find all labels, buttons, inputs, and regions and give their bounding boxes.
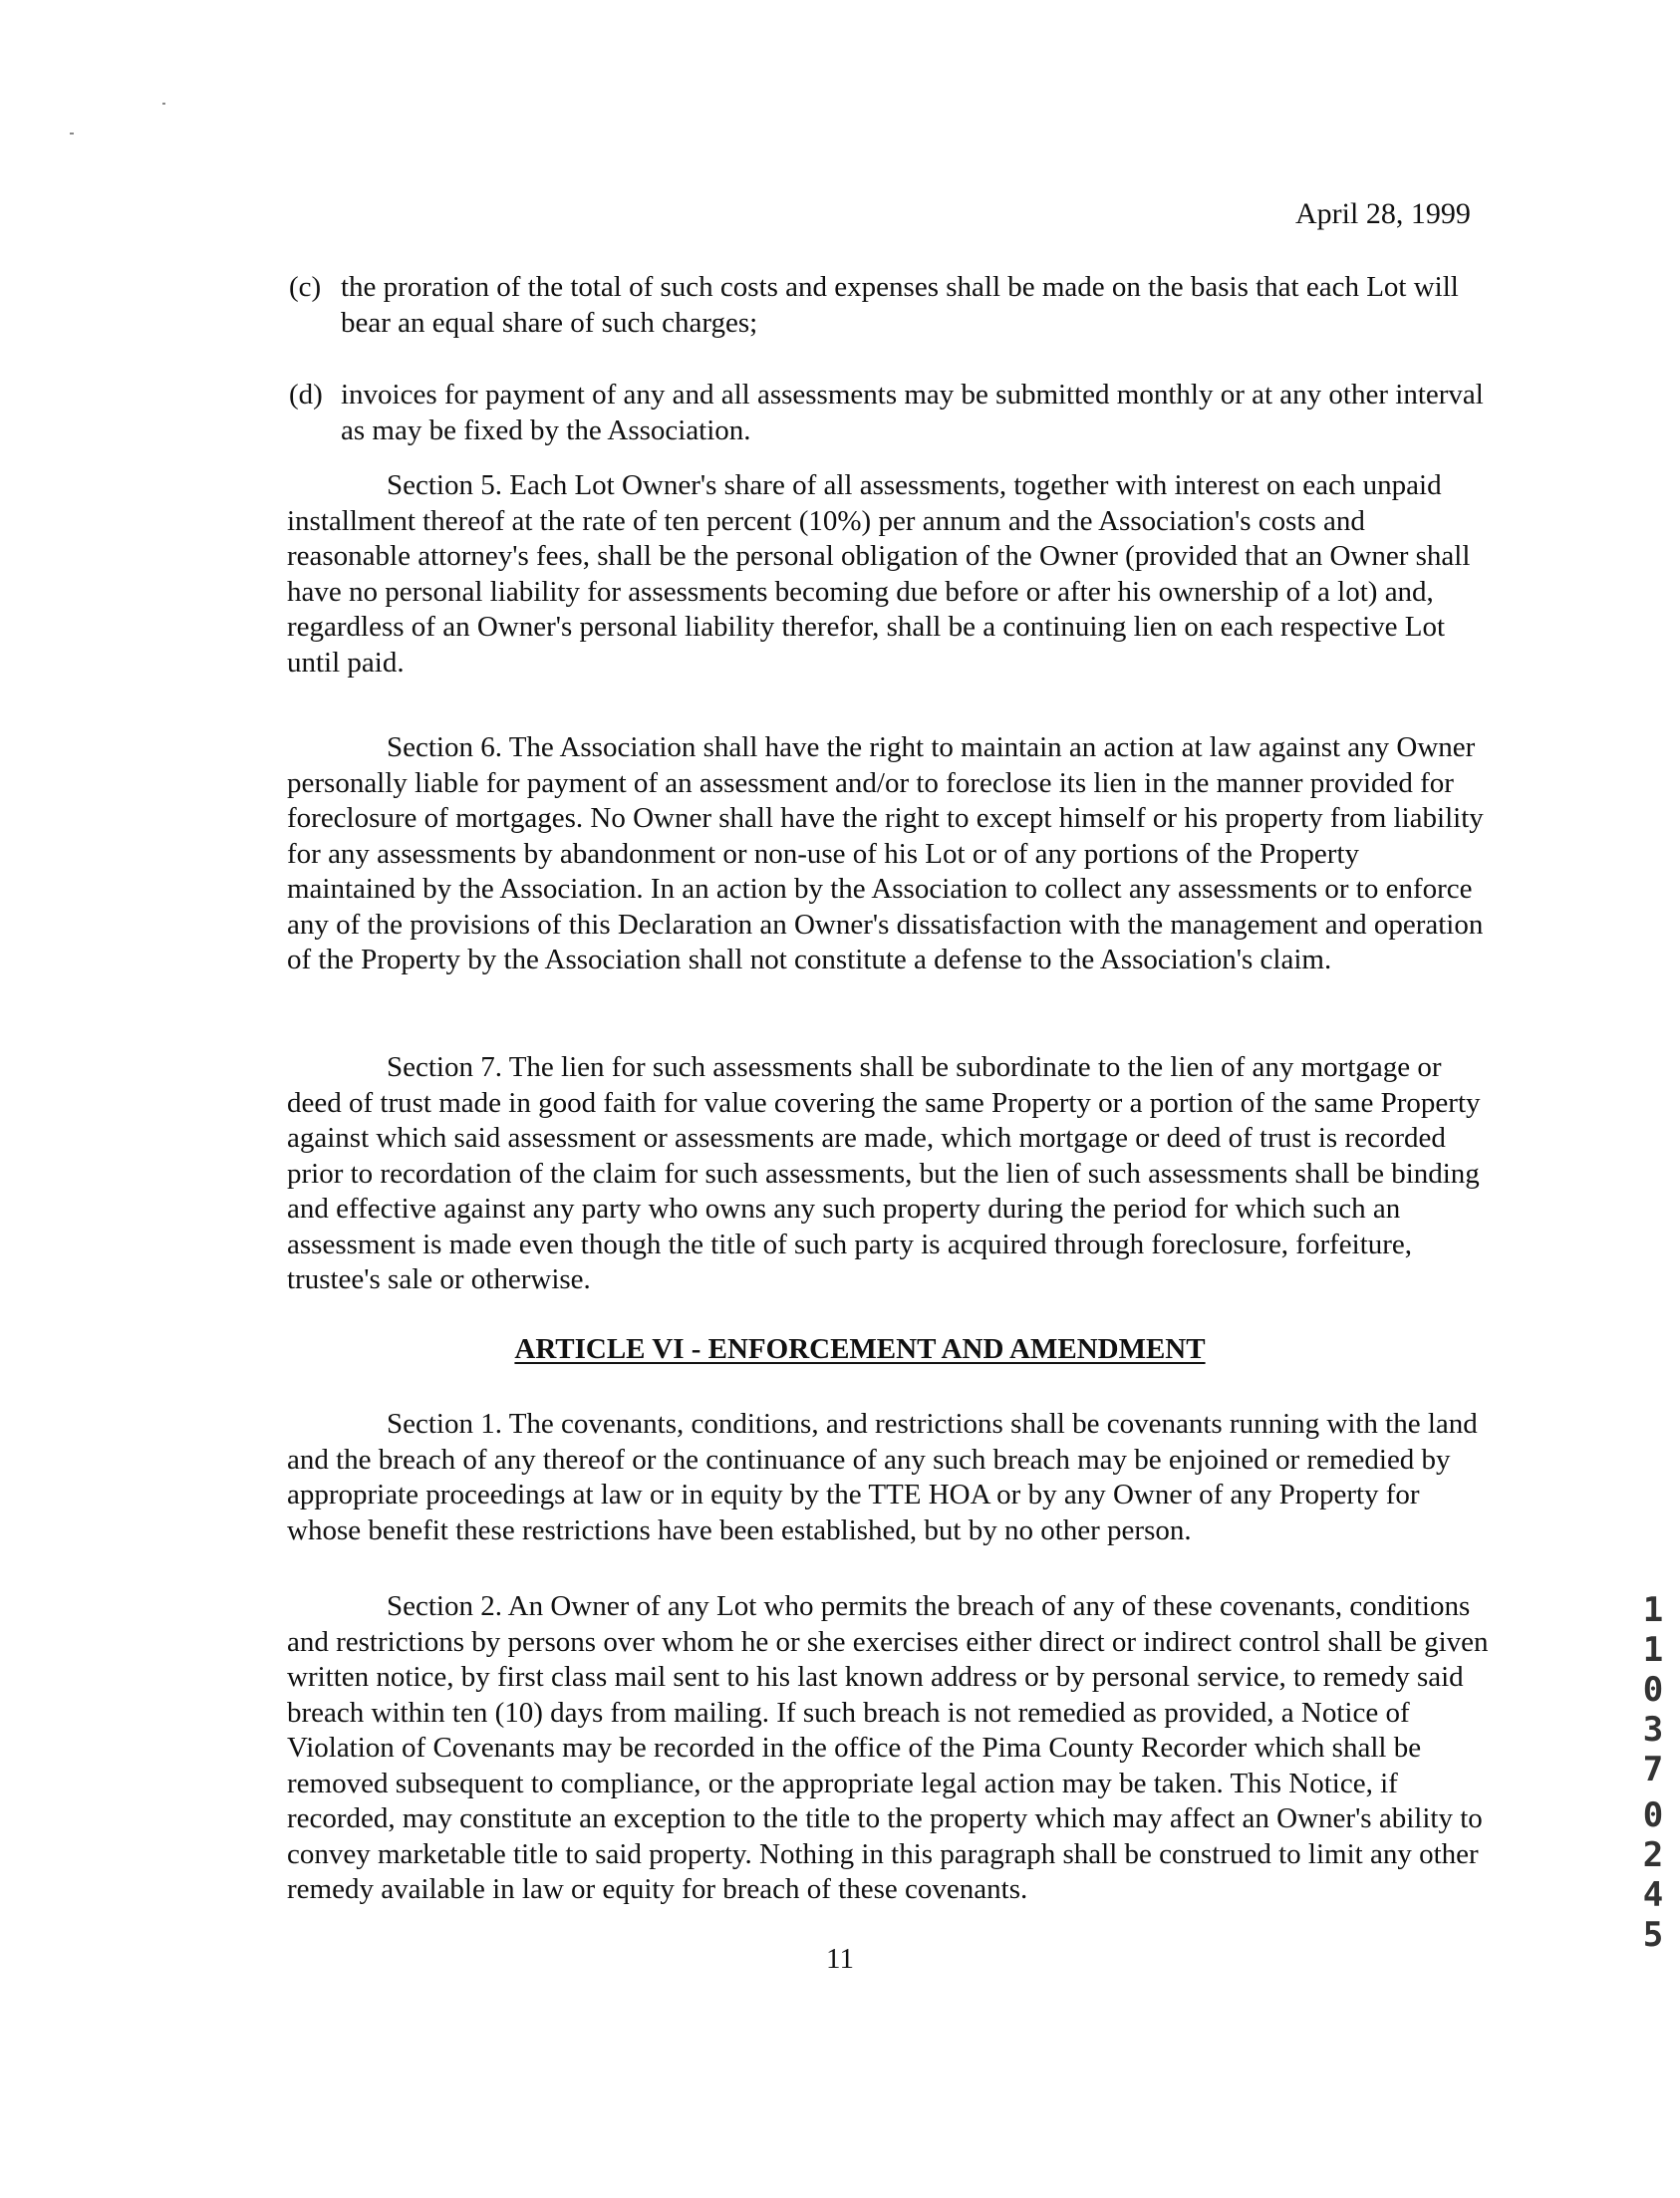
item-text: invoices for payment of any and all assessments may be submitted monthly or at any other interval as may be fixed by the Association. <box>341 379 1484 446</box>
item-label: (c) <box>289 271 322 303</box>
scan-speck <box>70 133 74 135</box>
item-label: (d) <box>289 379 323 411</box>
list-item-c <box>289 269 1485 341</box>
section-6-paragraph: Section 6. The Association shall have the right to maintain an action at law against any Owner personally liable for payment of an assessment and/or to foreclose its lien in the manner provided for foreclosure of mortgages. No Owner shall have the right to except himself or his property from liability for any assessments by abandonment or non-use of his Lot or of any portions of the Property maintained by the Association. In an action by the Association to collect any assessments or to enforce any of the provisions of this Declaration an Owner's dissatisfaction with the management and operation of the Property by the Association shall not constitute a defense to the Association's claim. <box>287 731 1484 975</box>
stamp-digit: 1 <box>1642 1630 1664 1670</box>
document-date: April 28, 1999 <box>1295 197 1471 230</box>
stamp-digit: 3 <box>1642 1710 1664 1750</box>
stamp-digit: 7 <box>1642 1750 1664 1789</box>
recording-stamp-top <box>1638 1590 1668 1789</box>
stamp-digit: 0 <box>1642 1795 1664 1835</box>
article-section-1-paragraph: Section 1. The covenants, conditions, and restrictions shall be covenants running with the land and the breach of any thereof or the continuance of any such breach may be enjoined or remedied by appropriate proceedings at law or in equity by the TTE HOA or by any Owner of any Property for whose benefit these restrictions have been established, but by no other person. <box>287 1408 1478 1546</box>
recording-stamp-bottom <box>1638 1795 1668 1955</box>
article-heading-text: ARTICLE VI - ENFORCEMENT AND AMENDMENT <box>514 1333 1206 1365</box>
stamp-digit: 4 <box>1642 1875 1664 1915</box>
item-text: the proration of the total of such costs and expenses shall be made on the basis that each Lot will bear an equal share of such charges; <box>341 271 1459 339</box>
stamp-digit: 2 <box>1642 1835 1664 1875</box>
stamp-digit: 5 <box>1642 1915 1664 1955</box>
stamp-digit: 0 <box>1642 1670 1664 1710</box>
scan-speck <box>162 103 165 105</box>
page-number: 11 <box>826 1943 854 1975</box>
section-7-paragraph: Section 7. The lien for such assessments shall be subordinate to the lien of any mortgage or deed of trust made in good faith for value covering the same Property or a portion of the same Property against which said assessment or assessments are made, which mortgage or deed of trust is recorded prior to recordation of the claim for such assessments, but the lien of such assessments shall be binding and effective against any party who owns any such property during the period for which such an assessment is made even though the title of such party is acquired through foreclosure, forfeiture, trustee's sale or otherwise. <box>287 1051 1481 1295</box>
article-heading <box>0 1333 1680 1366</box>
article-section-2-paragraph: Section 2. An Owner of any Lot who permits the breach of any of these covenants, conditions and restrictions by persons over whom he or she exercises either direct or indirect control shall be given written notice, by first class mail sent to his last known address or by personal service, to remedy said breach within ten (10) days from mailing. If such breach is not remedied as provided, a Notice of Violation of Covenants may be recorded in the office of the Pima County Recorder which shall be removed subsequent to compliance, or the appropriate legal action may be taken. This Notice, if recorded, may constitute an exception to the title to the property which may affect an Owner's ability to convey marketable title to said property. Nothing in this paragraph shall be construed to limit any other remedy available in law or equity for breach of these covenants. <box>287 1590 1489 1905</box>
section-5-paragraph: Section 5. Each Lot Owner's share of all assessments, together with interest on each unpaid installment thereof at the rate of ten percent (10%) per annum and the Association's costs and reasonable attorney's fees, shall be the personal obligation of the Owner (provided that an Owner shall have no personal liability for assessments becoming due before or after his ownership of a lot) and, regardless of an Owner's personal liability therefor, shall be a continuing lien on each respective Lot until paid. <box>287 469 1471 679</box>
list-item-d <box>289 377 1485 448</box>
stamp-digit: 1 <box>1642 1590 1664 1630</box>
